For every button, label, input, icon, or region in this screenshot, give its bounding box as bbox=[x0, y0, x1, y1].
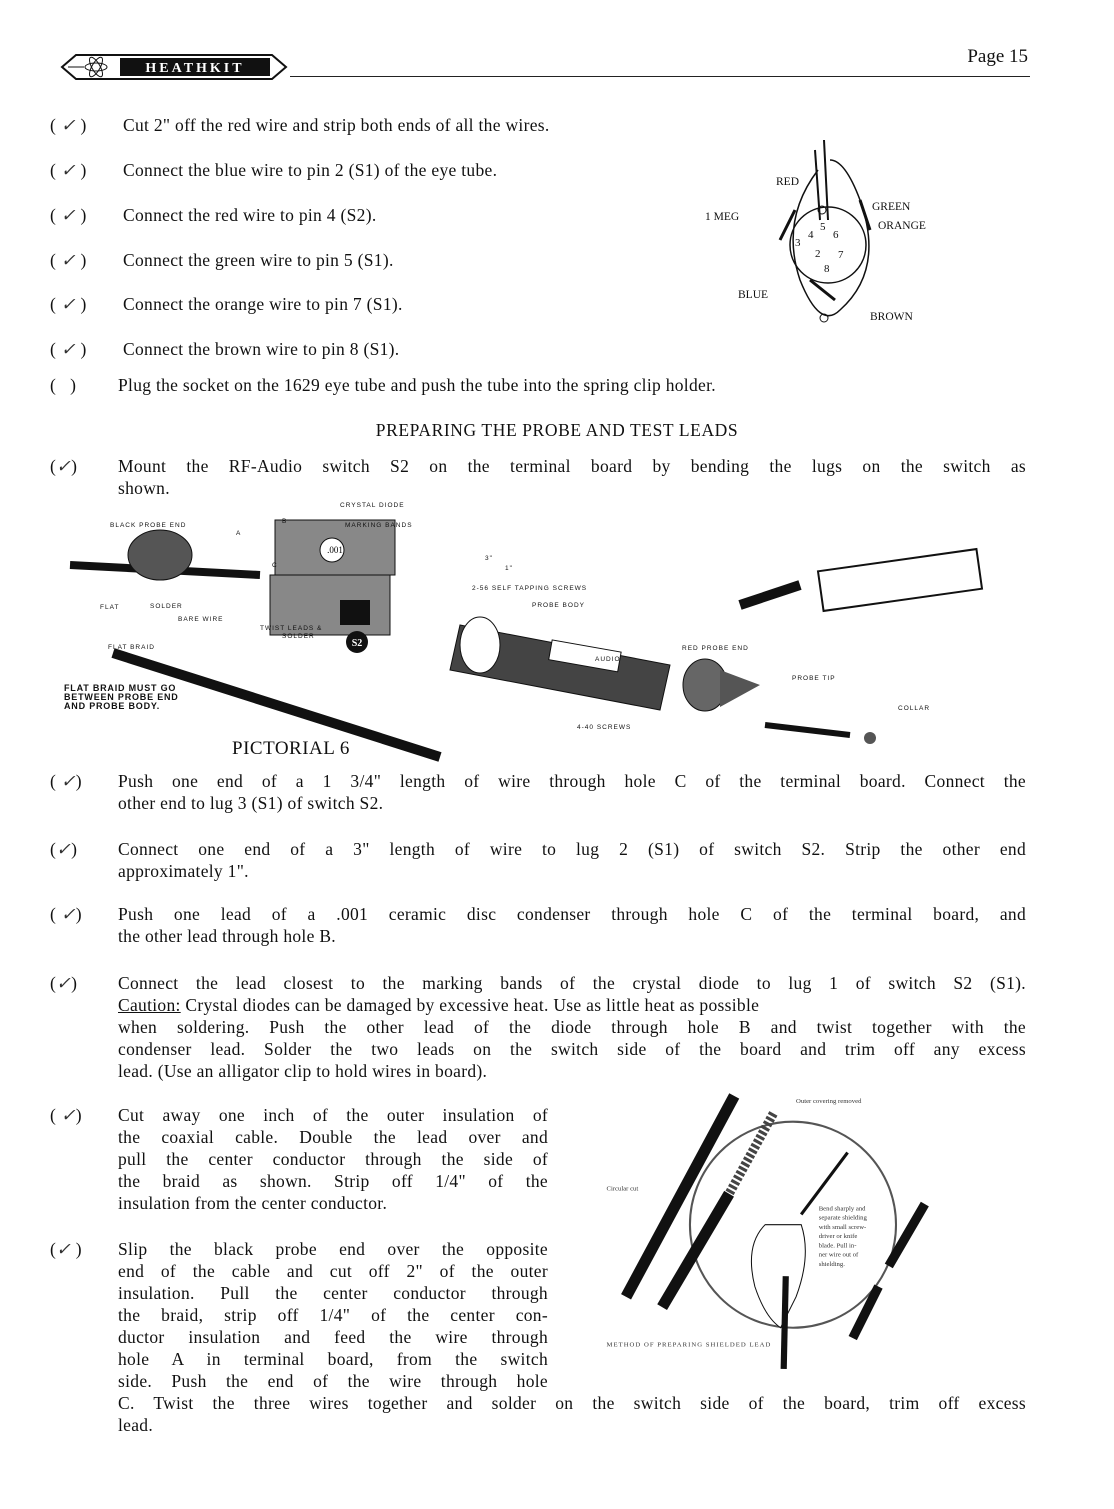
header-rule bbox=[290, 76, 1030, 77]
pin-label: 8 bbox=[824, 263, 830, 275]
label-marking-bands: MARKING BANDS bbox=[345, 522, 413, 529]
pin-label: 2 bbox=[815, 248, 821, 260]
label-probe-tip: PROBE TIP bbox=[792, 675, 836, 682]
label-red: RED bbox=[776, 176, 799, 188]
note-line: shielding. bbox=[818, 1260, 845, 1268]
label-len3: 3" bbox=[485, 555, 493, 562]
label-flat-braid: FLAT BRAID bbox=[108, 644, 155, 651]
step-text: pull the center conductor through the side of bbox=[118, 1149, 548, 1169]
label-flat: FLAT bbox=[100, 604, 120, 611]
step-text: Connect the blue wire to pin 2 (S1) of the eye tube. bbox=[123, 160, 498, 180]
label-hole-c: C bbox=[272, 562, 278, 569]
step-text: when soldering. Push the other lead of the diode through hole B and twist together with the bbox=[118, 1017, 1026, 1037]
step-text: side. Push the end of the wire through hole bbox=[118, 1371, 548, 1391]
check-mark[interactable]: ✓ bbox=[60, 205, 76, 225]
logo-text: HEATHKIT bbox=[145, 61, 245, 76]
step-text: approximately 1". bbox=[118, 861, 249, 881]
step-text: Connect the lead closest to the marking bands of the crystal diode to lug 1 of switch S2 (S1). bbox=[118, 973, 1026, 993]
braid-note-line: AND PROBE BODY. bbox=[64, 701, 161, 711]
check-mark[interactable]: ✓ bbox=[56, 1239, 72, 1259]
label-4-40-screws: 4-40 SCREWS bbox=[577, 724, 632, 731]
check-mark[interactable]: ✓ bbox=[60, 1105, 76, 1125]
step-text: other end to lug 3 (S1) of switch S2. bbox=[118, 793, 384, 813]
note-line: separate shielding bbox=[818, 1214, 867, 1222]
step-text: insulation. Pull the center conductor through bbox=[118, 1283, 548, 1303]
label-outer-removed: Outer covering removed bbox=[796, 1098, 862, 1106]
check-mark[interactable]: ✓ bbox=[60, 250, 76, 270]
pin-label: 5 bbox=[820, 221, 826, 233]
check-mark[interactable]: ✓ bbox=[60, 294, 76, 314]
step-text: Crystal diodes can be damaged by excessive heat. Use as little heat as possible bbox=[180, 995, 760, 1015]
step-text: Cut 2" off the red wire and strip both ends of all the wires. bbox=[123, 115, 550, 135]
check-mark[interactable]: ✓ bbox=[60, 771, 76, 791]
note-line: driver or knife bbox=[818, 1233, 858, 1241]
pictorial-6-figure bbox=[60, 495, 1040, 765]
braid-note-line: FLAT BRAID MUST GO bbox=[64, 683, 177, 693]
label-solder: SOLDER bbox=[150, 603, 183, 610]
step-text: Connect the green wire to pin 5 (S1). bbox=[123, 250, 394, 270]
step-text: the coaxial cable. Double the lead over and bbox=[118, 1127, 548, 1147]
step-text: Connect the red wire to pin 4 (S2). bbox=[123, 205, 377, 225]
check-mark[interactable]: ✓ bbox=[56, 973, 72, 993]
label-s2: S2 bbox=[351, 638, 363, 649]
step-text: ductor insulation and feed the wire through bbox=[118, 1327, 548, 1347]
step-text: Slip the black probe end over the opposite bbox=[118, 1239, 548, 1259]
step-text: condenser lead. Solder the two leads on the switch side of the board and trim off any excess bbox=[118, 1039, 1026, 1059]
label-hole-a: A bbox=[236, 530, 242, 537]
label-red-probe-end: RED PROBE END bbox=[682, 645, 749, 652]
section-heading: PREPARING THE PROBE AND TEST LEADS bbox=[375, 420, 739, 440]
shielded-lead-figure bbox=[590, 1090, 930, 1380]
pin-label: 3 bbox=[795, 237, 801, 249]
step-text: Push one end of a 1 3/4" length of wire through hole C of the terminal board. Connect the bbox=[118, 771, 1026, 791]
label-self-tapping-screws: 2-56 SELF TAPPING SCREWS bbox=[472, 585, 588, 592]
braid-note-line: BETWEEN PROBE END bbox=[64, 692, 179, 702]
note-line: ner wire out of bbox=[818, 1251, 859, 1259]
label-green: GREEN bbox=[872, 201, 911, 213]
page-number: Page 15 bbox=[967, 46, 1028, 67]
label-circular-cut: Circular cut bbox=[606, 1185, 639, 1193]
label-len1: 1" bbox=[505, 565, 513, 572]
step-text: the other lead through hole B. bbox=[118, 926, 336, 946]
step-text: lead. bbox=[118, 1415, 154, 1435]
label-crystal-diode: CRYSTAL DIODE bbox=[340, 502, 405, 509]
step-text: Connect the orange wire to pin 7 (S1). bbox=[123, 294, 403, 314]
caution-label: Caution: bbox=[118, 995, 181, 1015]
step-text: Mount the RF-Audio switch S2 on the terminal board by bending the lugs on the switch as bbox=[118, 456, 1026, 476]
step-text: lead. (Use an alligator clip to hold wires in board). bbox=[118, 1061, 488, 1081]
check-mark[interactable]: ✓ bbox=[56, 456, 72, 476]
step-text: Push one lead of a .001 ceramic disc condenser through hole C of the terminal board, and bbox=[118, 904, 1026, 924]
pictorial-title: PICTORIAL 6 bbox=[232, 738, 350, 759]
check-mark[interactable]: ✓ bbox=[60, 904, 76, 924]
step-text: insulation from the center conductor. bbox=[118, 1193, 388, 1213]
step-text: Connect the brown wire to pin 8 (S1). bbox=[123, 339, 400, 359]
step-text: Cut away one inch of the outer insulation of bbox=[118, 1105, 548, 1125]
eye-tube-socket-figure bbox=[700, 130, 960, 340]
label-hole-b: B bbox=[282, 518, 288, 525]
check-mark[interactable]: ✓ bbox=[60, 160, 76, 180]
label-black-probe-end: BLACK PROBE END bbox=[110, 522, 187, 529]
step-text: the braid, strip off 1/4" of the center con- bbox=[118, 1305, 548, 1325]
step-text: end of the cable and cut off 2" of the outer bbox=[118, 1261, 548, 1281]
figure-caption: METHOD OF PREPARING SHIELDED LEAD bbox=[606, 1341, 772, 1349]
pin-label: 7 bbox=[838, 249, 844, 261]
label-orange: ORANGE bbox=[878, 220, 926, 232]
label-collar: COLLAR bbox=[898, 705, 931, 712]
label-audio: AUDIO bbox=[595, 656, 621, 663]
note-line: with small screw- bbox=[818, 1223, 867, 1231]
label-rf: RF bbox=[565, 652, 576, 659]
note-line: blade. Pull in- bbox=[818, 1242, 857, 1250]
label-brown: BROWN bbox=[870, 311, 913, 323]
step-text: Plug the socket on the 1629 eye tube and push the tube into the spring clip holder. bbox=[118, 375, 716, 395]
step-text: Connect one end of a 3" length of wire to lug 2 (S1) of switch S2. Strip the other end bbox=[118, 839, 1026, 859]
check-mark[interactable]: ✓ bbox=[56, 839, 72, 859]
check-mark[interactable]: ✓ bbox=[60, 339, 76, 359]
label-1meg: 1 MEG bbox=[705, 211, 740, 223]
pin-label: 4 bbox=[808, 229, 814, 241]
pin-label: 6 bbox=[833, 229, 839, 241]
heathkit-logo bbox=[58, 52, 290, 82]
label-bare-wire: BARE WIRE bbox=[178, 616, 224, 623]
braid-note bbox=[62, 683, 181, 712]
label-blue: BLUE bbox=[738, 289, 769, 301]
note-line: Bend sharply and bbox=[818, 1205, 866, 1213]
check-mark[interactable]: ✓ bbox=[60, 115, 76, 135]
step-text: shown. bbox=[118, 478, 170, 498]
step-text: C. Twist the three wires together and solder on the switch side of the board, trim off excess bbox=[118, 1393, 1026, 1413]
step-text: hole A in terminal board, from the switch bbox=[118, 1349, 548, 1369]
label-twist-solder: SOLDER bbox=[282, 633, 315, 640]
label-twist-leads: TWIST LEADS & bbox=[260, 625, 323, 632]
label-cap: .001 bbox=[327, 545, 343, 555]
label-probe-body: PROBE BODY bbox=[532, 602, 585, 609]
step-text: the braid as shown. Strip off 1/4" of the bbox=[118, 1171, 548, 1191]
